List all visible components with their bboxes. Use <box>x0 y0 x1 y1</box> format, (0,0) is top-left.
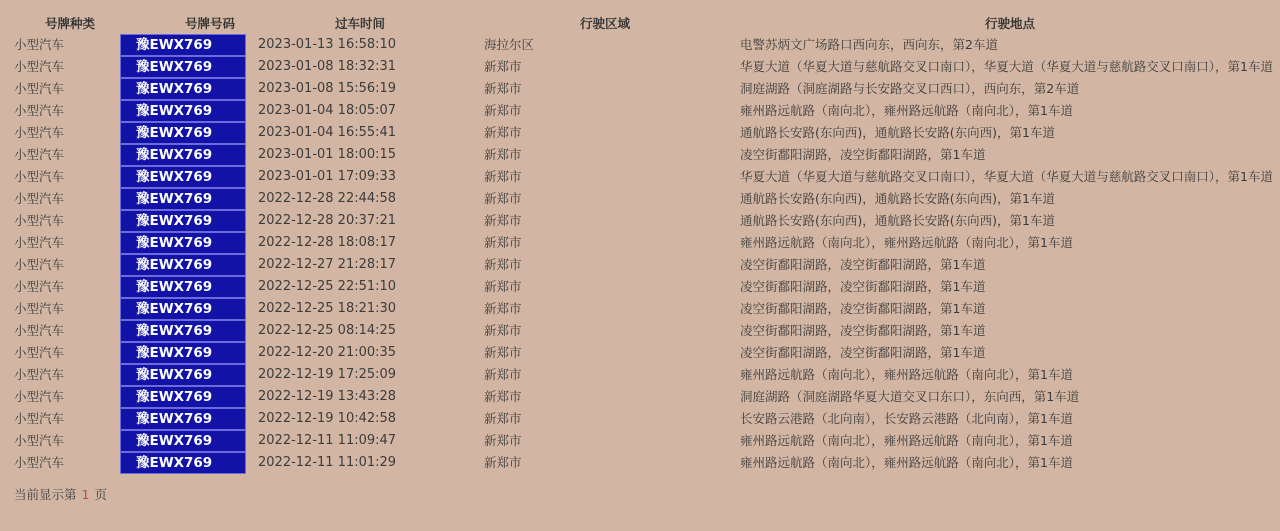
table-row <box>0 34 1280 56</box>
pass-time-cell: 2023-01-04 18:05:07 <box>258 103 397 118</box>
driving-area-cell: 新郑市 <box>484 301 522 316</box>
plate-number-cell <box>120 56 246 78</box>
driving-area-cell: 新郑市 <box>484 411 522 426</box>
pass-time-cell: 2022-12-19 10:42:58 <box>258 411 397 426</box>
driving-location-cell: 凌空街鄱阳湖路，凌空街鄱阳湖路，第1车道 <box>740 279 986 294</box>
pagination-suffix: 页 <box>94 487 107 502</box>
table-row <box>0 210 1280 232</box>
table-row <box>0 276 1280 298</box>
pass-time-cell: 2022-12-25 18:21:30 <box>258 301 397 316</box>
plate-number-cell <box>120 408 246 430</box>
plate-type-cell: 小型汽车 <box>14 345 65 360</box>
table-row <box>0 386 1280 408</box>
plate-type-cell: 小型汽车 <box>14 81 65 96</box>
plate-type-cell: 小型汽车 <box>14 323 65 338</box>
driving-area-cell: 新郑市 <box>484 433 522 448</box>
plate-type-cell: 小型汽车 <box>14 213 65 228</box>
plate-type-cell: 小型汽车 <box>14 37 65 52</box>
pass-time-cell: 2023-01-13 16:58:10 <box>258 37 397 52</box>
table-row <box>0 408 1280 430</box>
table-row <box>0 320 1280 342</box>
driving-location-cell: 通航路长安路(东向西)，通航路长安路(东向西)，第1车道 <box>740 125 1055 140</box>
plate-number-cell <box>120 34 246 56</box>
pass-time-cell: 2022-12-28 22:44:58 <box>258 191 397 206</box>
records-table <box>0 12 1280 474</box>
pass-time-cell: 2022-12-11 11:01:29 <box>258 455 397 470</box>
plate-type-cell: 小型汽车 <box>14 125 65 140</box>
pagination-status <box>0 485 1280 503</box>
table-row <box>0 122 1280 144</box>
plate-number-cell <box>120 276 246 298</box>
driving-location-cell: 雍州路远航路（南向北），雍州路远航路（南向北），第1车道 <box>740 235 1073 250</box>
plate-number-badge[interactable]: 豫EWX769 <box>120 34 246 56</box>
plate-type-cell: 小型汽车 <box>14 279 65 294</box>
table-row <box>0 188 1280 210</box>
plate-type-cell: 小型汽车 <box>14 235 65 250</box>
driving-area-cell: 新郑市 <box>484 103 522 118</box>
plate-number-badge[interactable]: 豫EWX769 <box>120 144 246 166</box>
plate-type-cell: 小型汽车 <box>14 389 65 404</box>
table-body <box>0 34 1280 474</box>
pass-time-cell: 2022-12-25 22:51:10 <box>258 279 397 294</box>
plate-type-cell: 小型汽车 <box>14 411 65 426</box>
table-row <box>0 298 1280 320</box>
plate-number-cell <box>120 298 246 320</box>
driving-location-cell: 雍州路远航路（南向北），雍州路远航路（南向北），第1车道 <box>740 455 1073 470</box>
column-header-2: 号牌号码 <box>184 15 235 31</box>
driving-location-cell: 凌空街鄱阳湖路，凌空街鄱阳湖路，第1车道 <box>740 301 986 316</box>
pass-time-cell: 2022-12-20 21:00:35 <box>258 345 397 360</box>
table-row <box>0 78 1280 100</box>
pass-time-cell: 2023-01-01 18:00:15 <box>258 147 397 162</box>
pass-time-cell: 2022-12-28 20:37:21 <box>258 213 397 228</box>
driving-area-cell: 新郑市 <box>484 257 522 272</box>
pass-time-cell: 2023-01-01 17:09:33 <box>258 169 397 184</box>
driving-area-cell: 新郑市 <box>484 235 522 250</box>
plate-number-badge[interactable]: 豫EWX769 <box>120 166 246 188</box>
driving-location-cell: 凌空街鄱阳湖路，凌空街鄱阳湖路，第1车道 <box>740 147 986 162</box>
plate-number-badge[interactable]: 豫EWX769 <box>120 452 246 474</box>
driving-area-cell: 新郑市 <box>484 125 522 140</box>
plate-number-badge[interactable]: 豫EWX769 <box>120 342 246 364</box>
driving-location-cell: 凌空街鄱阳湖路，凌空街鄱阳湖路，第1车道 <box>740 345 986 360</box>
driving-location-cell: 雍州路远航路（南向北），雍州路远航路（南向北），第1车道 <box>740 103 1073 118</box>
plate-number-badge[interactable]: 豫EWX769 <box>120 56 246 78</box>
plate-type-cell: 小型汽车 <box>14 103 65 118</box>
table-row <box>0 232 1280 254</box>
driving-area-cell: 新郑市 <box>484 345 522 360</box>
driving-location-cell: 华夏大道（华夏大道与慈航路交叉口南口），华夏大道（华夏大道与慈航路交叉口南口），第1车道 <box>740 59 1273 74</box>
plate-number-cell <box>120 342 246 364</box>
plate-number-badge[interactable]: 豫EWX769 <box>120 254 246 276</box>
driving-location-cell: 雍州路远航路（南向北），雍州路远航路（南向北），第1车道 <box>740 433 1073 448</box>
driving-area-cell: 新郑市 <box>484 367 522 382</box>
plate-number-cell <box>120 254 246 276</box>
pass-time-cell: 2022-12-27 21:28:17 <box>258 257 397 272</box>
pass-time-cell: 2023-01-08 18:32:31 <box>258 59 397 74</box>
plate-type-cell: 小型汽车 <box>14 147 65 162</box>
plate-type-cell: 小型汽车 <box>14 301 65 316</box>
column-header-1: 号牌种类 <box>44 15 95 31</box>
pass-time-cell: 2022-12-25 08:14:25 <box>258 323 397 338</box>
plate-number-badge[interactable]: 豫EWX769 <box>120 276 246 298</box>
plate-type-cell: 小型汽车 <box>14 191 65 206</box>
driving-location-cell: 电警苏炳文广场路口西向东，西向东，第2车道 <box>740 37 998 52</box>
pass-time-cell: 2023-01-04 16:55:41 <box>258 125 397 140</box>
plate-number-badge[interactable]: 豫EWX769 <box>120 188 246 210</box>
driving-location-cell: 洞庭湖路（洞庭湖路与长安路交叉口西口），西向东，第2车道 <box>740 81 1080 96</box>
driving-area-cell: 海拉尔区 <box>484 37 535 52</box>
plate-number-badge[interactable]: 豫EWX769 <box>120 298 246 320</box>
driving-area-cell: 新郑市 <box>484 59 522 74</box>
driving-location-cell: 凌空街鄱阳湖路，凌空街鄱阳湖路，第1车道 <box>740 257 986 272</box>
table-row <box>0 56 1280 78</box>
table-row <box>0 254 1280 276</box>
driving-area-cell: 新郑市 <box>484 147 522 162</box>
table-header-row <box>0 12 1280 33</box>
plate-number-cell <box>120 188 246 210</box>
driving-area-cell: 新郑市 <box>484 389 522 404</box>
pagination-prefix: 当前显示第 <box>14 487 77 502</box>
driving-area-cell: 新郑市 <box>484 213 522 228</box>
pass-time-cell: 2023-01-08 15:56:19 <box>258 81 397 96</box>
plate-number-cell <box>120 100 246 122</box>
driving-location-cell: 凌空街鄱阳湖路，凌空街鄱阳湖路，第1车道 <box>740 323 986 338</box>
table-row <box>0 166 1280 188</box>
plate-type-cell: 小型汽车 <box>14 433 65 448</box>
plate-number-badge[interactable]: 豫EWX769 <box>120 408 246 430</box>
plate-number-cell <box>120 210 246 232</box>
plate-number-cell <box>120 452 246 474</box>
driving-area-cell: 新郑市 <box>484 169 522 184</box>
pass-time-cell: 2022-12-19 13:43:28 <box>258 389 397 404</box>
plate-number-badge[interactable]: 豫EWX769 <box>120 100 246 122</box>
driving-location-cell: 雍州路远航路（南向北），雍州路远航路（南向北），第1车道 <box>740 367 1073 382</box>
driving-location-cell: 通航路长安路(东向西)，通航路长安路(东向西)，第1车道 <box>740 191 1055 206</box>
plate-number-cell <box>120 364 246 386</box>
driving-location-cell: 华夏大道（华夏大道与慈航路交叉口南口），华夏大道（华夏大道与慈航路交叉口南口），第1车道 <box>740 169 1273 184</box>
driving-location-cell: 长安路云港路（北向南），长安路云港路（北向南），第1车道 <box>740 411 1073 426</box>
plate-type-cell: 小型汽车 <box>14 169 65 184</box>
plate-number-cell <box>120 430 246 452</box>
column-header-3: 过车时间 <box>334 15 385 31</box>
plate-type-cell: 小型汽车 <box>14 59 65 74</box>
driving-location-cell: 通航路长安路(东向西)，通航路长安路(东向西)，第1车道 <box>740 213 1055 228</box>
plate-number-badge[interactable]: 豫EWX769 <box>120 78 246 100</box>
plate-number-badge[interactable]: 豫EWX769 <box>120 364 246 386</box>
plate-number-badge[interactable]: 豫EWX769 <box>120 386 246 408</box>
table-row <box>0 144 1280 166</box>
column-header-4: 行驶区域 <box>579 15 630 31</box>
driving-area-cell: 新郑市 <box>484 191 522 206</box>
plate-type-cell: 小型汽车 <box>14 455 65 470</box>
driving-area-cell: 新郑市 <box>484 81 522 96</box>
plate-number-badge[interactable]: 豫EWX769 <box>120 122 246 144</box>
plate-number-badge[interactable]: 豫EWX769 <box>120 320 246 342</box>
plate-number-cell <box>120 144 246 166</box>
plate-number-cell <box>120 232 246 254</box>
pass-time-cell: 2022-12-11 11:09:47 <box>258 433 397 448</box>
driving-area-cell: 新郑市 <box>484 323 522 338</box>
pass-time-cell: 2022-12-19 17:25:09 <box>258 367 397 382</box>
column-header-5: 行驶地点 <box>984 15 1035 31</box>
plate-number-badge[interactable]: 豫EWX769 <box>120 210 246 232</box>
table-row <box>0 342 1280 364</box>
driving-area-cell: 新郑市 <box>484 455 522 470</box>
current-page-number: 1 <box>81 487 90 502</box>
table-row <box>0 364 1280 386</box>
driving-location-cell: 洞庭湖路（洞庭湖路华夏大道交叉口东口），东向西，第1车道 <box>740 389 1080 404</box>
plate-type-cell: 小型汽车 <box>14 367 65 382</box>
plate-number-cell <box>120 78 246 100</box>
plate-number-cell <box>120 386 246 408</box>
plate-type-cell: 小型汽车 <box>14 257 65 272</box>
driving-area-cell: 新郑市 <box>484 279 522 294</box>
table-row <box>0 452 1280 474</box>
table-row <box>0 430 1280 452</box>
plate-number-cell <box>120 166 246 188</box>
plate-number-badge[interactable]: 豫EWX769 <box>120 430 246 452</box>
table-row <box>0 100 1280 122</box>
plate-number-cell <box>120 320 246 342</box>
plate-number-cell <box>120 122 246 144</box>
pass-time-cell: 2022-12-28 18:08:17 <box>258 235 397 250</box>
plate-number-badge[interactable]: 豫EWX769 <box>120 232 246 254</box>
